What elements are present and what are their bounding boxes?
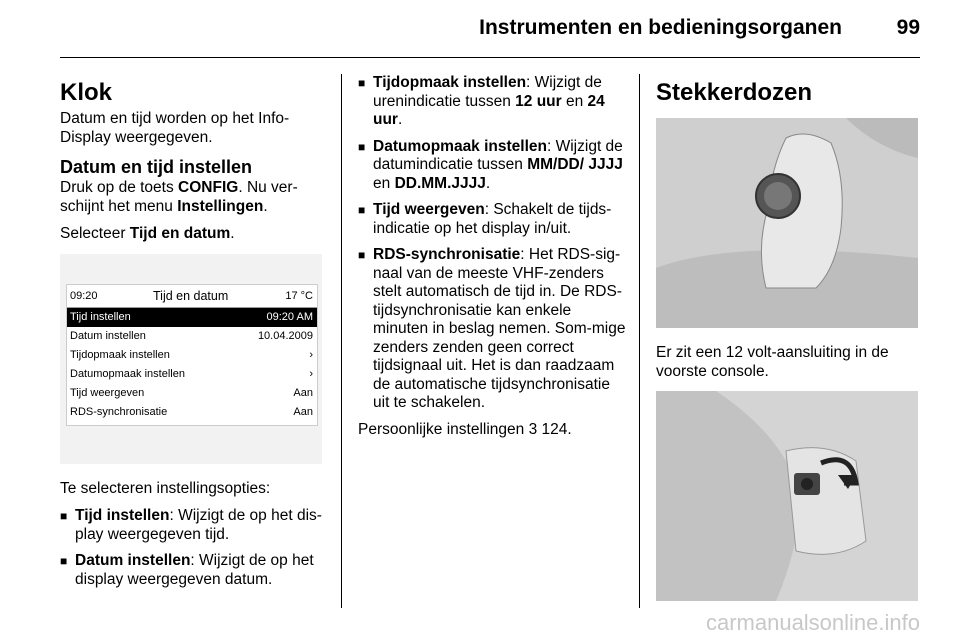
- display-row: Tijd instellen 09:20 AM: [67, 308, 317, 327]
- display-title: Tijd en datum: [153, 288, 229, 303]
- watermark: carmanualsonline.info: [705, 610, 920, 635]
- options-list: [60, 507, 328, 589]
- column-2: [358, 74, 626, 448]
- display-row: Tijdopmaak instellen ›: [70, 348, 313, 361]
- page-header: [0, 0, 960, 58]
- power-socket-illustration: [656, 391, 918, 601]
- column-divider: [341, 74, 342, 608]
- options-list-continued: [358, 74, 626, 413]
- display-row: RDS-synchronisatie Aan: [70, 405, 313, 418]
- subsection-title: Datum en tijd instellen: [60, 157, 253, 177]
- display-temperature: 17 °C: [285, 289, 313, 302]
- display-row: Tijd weergeven Aan: [70, 386, 313, 399]
- list-item: ■ Datum instellen: Wijzigt de op het display weergegeven datum.: [60, 552, 328, 589]
- gear-lever-illustration: [656, 118, 918, 328]
- display-row: Datum instellen 10.04.2009: [70, 329, 313, 342]
- instruction-select: Selecteer Tijd en datum.: [60, 225, 235, 242]
- section-title-stekkerdozen: Stekkerdozen: [656, 79, 813, 106]
- page-number: 99: [896, 16, 920, 39]
- column-3: [656, 74, 920, 601]
- display-time: 09:20: [70, 289, 98, 302]
- section-title-klok: Klok: [60, 79, 113, 106]
- header-rule: [60, 57, 920, 58]
- list-item: ■ Datumopmaak instellen: Wijzigt de datumindicatie tussen MM/DD/ JJJJ en DD.MM.JJJJ.: [358, 138, 626, 194]
- list-item: ■ Tijd weergeven: Schakelt de tijds-indicatie op het display in/uit.: [358, 201, 626, 238]
- options-intro: Te selecteren instellingsopties:: [60, 479, 271, 497]
- column-1: [60, 74, 328, 597]
- header-title: Instrumenten en bedieningsorganen: [479, 16, 842, 39]
- list-item: ■ Tijdopmaak instellen: Wijzigt de urenindicatie tussen 12 uur en 24 uur.: [358, 74, 626, 130]
- power-socket-photo: [656, 391, 918, 601]
- info-display-figure: [60, 254, 322, 464]
- list-item: ■ RDS-synchronisatie: Het RDS-sig-naal van de meeste VHF-zenders stelt automatisch de tijd in. De RDS-tijdsynchronisatie kan enkele minuten in beslag nemen. Som-mige zenders zenden geen correct tijdsignaal uit. Het is dan raadzaam de automatische tijdsynchronisatie uit te schakelen.: [358, 246, 626, 413]
- display-row: Datumopmaak instellen ›: [70, 367, 313, 380]
- socket-caption: Er zit een 12 volt-aansluiting in de voorste console.: [656, 344, 889, 380]
- klok-intro: Datum en tijd worden op het Info-Display weergegeven.: [60, 110, 290, 146]
- column-divider: [639, 74, 640, 608]
- cross-reference: Persoonlijke instellingen 3 124.: [358, 420, 572, 438]
- info-display: [66, 284, 318, 426]
- instruction-config: Druk op de toets CONFIG. Nu ver-schijnt het menu Instellingen.: [60, 179, 298, 215]
- gear-lever-photo: [656, 118, 918, 328]
- list-item: ■ Tijd instellen: Wijzigt de op het dis-play weergegeven tijd.: [60, 507, 328, 544]
- display-status-bar: [67, 285, 317, 308]
